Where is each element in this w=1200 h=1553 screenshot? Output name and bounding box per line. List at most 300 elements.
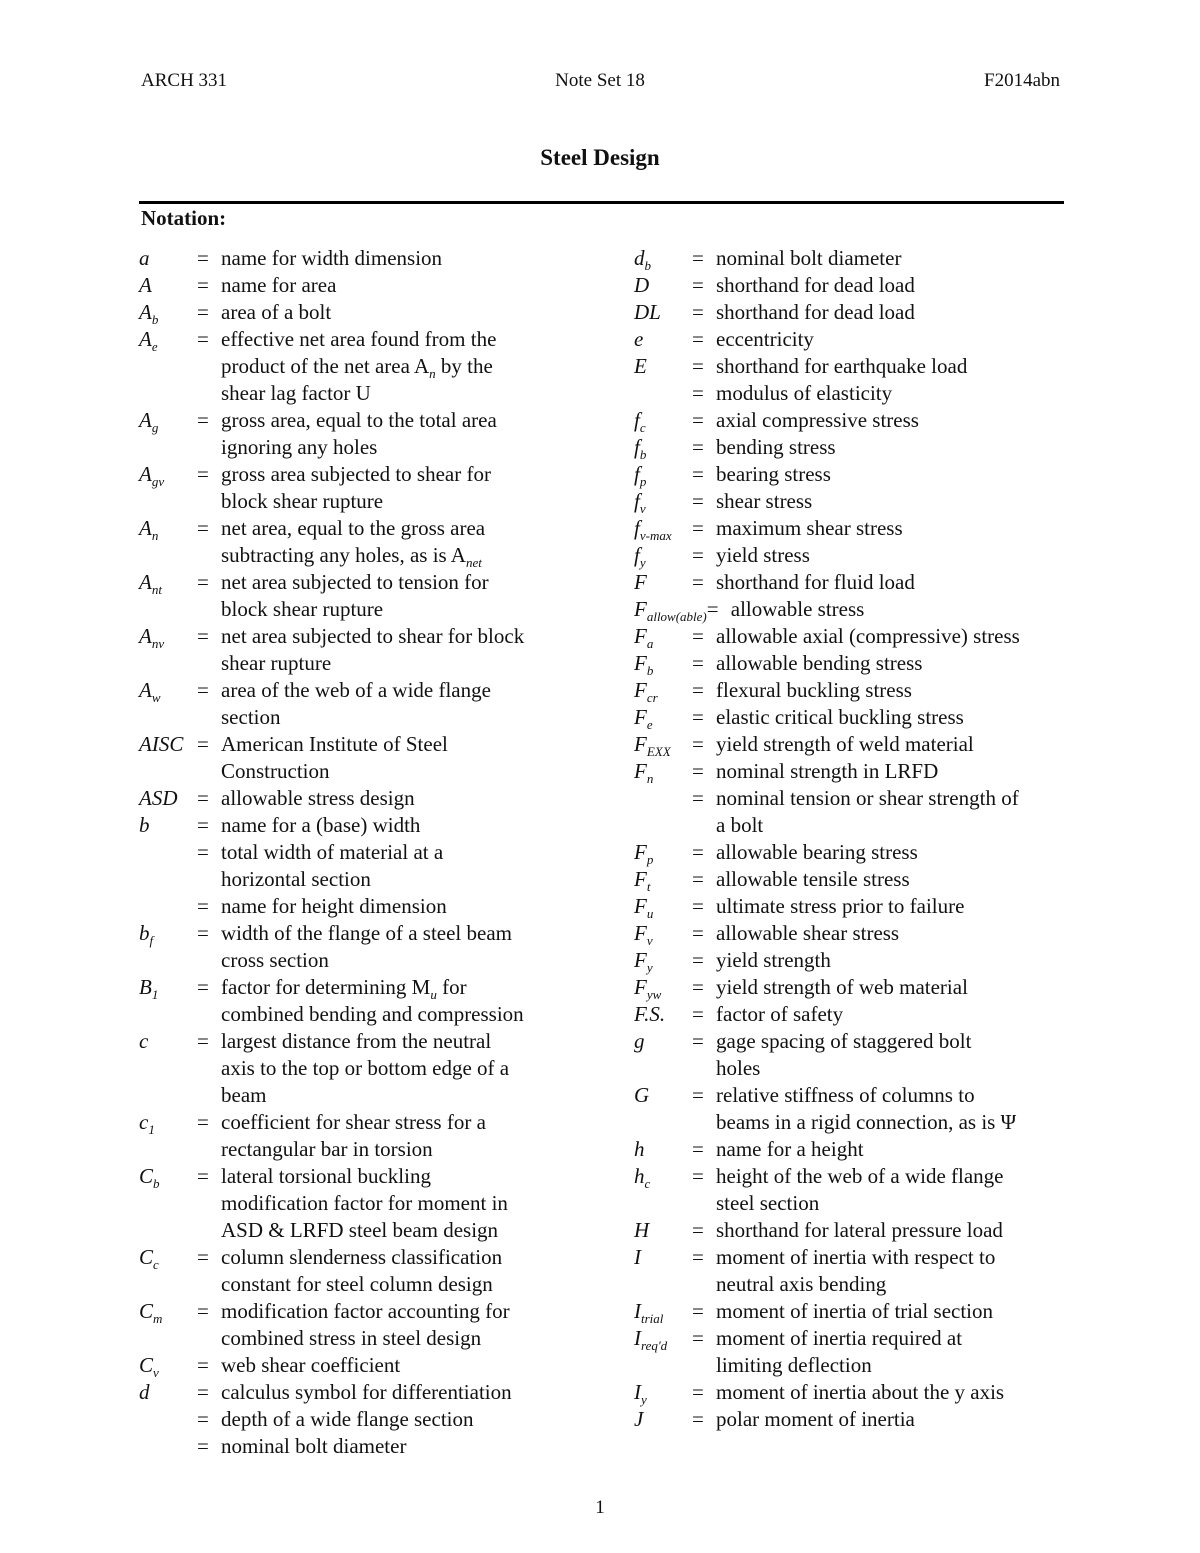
definition-text: elastic critical buckling stress [716,705,964,729]
equals-sign: = [692,651,704,675]
notation-row [634,947,1074,974]
notation-definition [221,1298,579,1325]
symbol-base: A [139,273,152,297]
notation-definition [716,1217,1074,1244]
equals-sign: = [197,624,209,648]
equals-sign: = [692,1083,704,1107]
equals-sign: = [692,705,704,729]
notation-row [139,434,579,461]
notation-row [139,812,579,839]
notation-definition [221,299,579,326]
header-note-set: Note Set 18 [555,70,645,91]
definition-text: yield strength of weld material [716,732,974,756]
notation-definition [221,758,579,785]
notation-symbol [139,623,197,650]
definition-text: subtracting any holes, as is A [221,543,466,567]
notation-symbol [634,1379,692,1406]
symbol-subscript: e [646,717,653,732]
definition-text: moment of inertia of trial section [716,1299,993,1323]
symbol-subscript: b [151,312,159,327]
notation-row [139,704,579,731]
equals-sign: = [197,1434,209,1458]
notation-row [634,1001,1074,1028]
notation-definition [716,866,1074,893]
notation-row [139,1298,579,1325]
notation-row [634,407,1074,434]
notation-row [634,623,1074,650]
equals-sign: = [692,1380,704,1404]
notation-symbol [634,974,692,1001]
equals-sign: = [197,273,209,297]
symbol-subscript: EXX [646,744,671,759]
notation-row [139,407,579,434]
notation-row [139,839,579,866]
definition-subscript: u [430,987,437,1002]
notation-definition [221,1082,579,1109]
equals-sign: = [692,894,704,918]
symbol-base: e [634,327,644,351]
definition-text: column slenderness classification [221,1245,503,1269]
symbol-base: C [139,1353,154,1377]
definition-text: product of the net area A [221,354,430,378]
equals-sign: = [706,597,719,621]
equals-sign: = [692,867,704,891]
notation-definition [716,326,1074,353]
definition-text: moment of inertia about the y axis [716,1380,1005,1404]
definition-text: moment of inertia with respect to [716,1245,996,1269]
symbol-base: b [139,813,150,837]
notation-definition [221,596,579,623]
notation-row [139,758,579,785]
equals-sign: = [197,1164,209,1188]
definition-text: section [221,705,281,729]
definition-text: shorthand for lateral pressure load [716,1218,1003,1242]
definition-text: shorthand for dead load [716,300,915,324]
notation-definition [731,596,1074,623]
notation-row [139,1109,579,1136]
symbol-base: D [634,273,650,297]
definition-text: depth of a wide flange section [221,1407,474,1431]
notation-definition [716,1109,1074,1136]
definition-text: net area, equal to the gross area [221,516,486,540]
equals-sign: = [692,273,704,297]
equals-sign: = [197,813,209,837]
notation-definition [716,677,1074,704]
symbol-base: d [634,246,645,270]
notation-symbol [634,245,692,272]
notation-definition [221,1379,579,1406]
notation-row [634,893,1074,920]
notation-definition [221,380,579,407]
notation-symbol [634,758,692,785]
notation-row [139,1433,579,1460]
symbol-subscript: b [639,447,647,462]
notation-row [139,1325,579,1352]
definition-text: gross area subjected to shear for [221,462,491,486]
definition-text: total width of material at a [221,840,444,864]
notation-symbol [634,677,692,704]
definition-text: ASD & LRFD steel beam design [221,1218,499,1242]
notation-definition [716,245,1074,272]
notation-definition [716,1325,1074,1352]
notation-row [139,245,579,272]
symbol-base: F [634,705,647,729]
notation-row [139,1190,579,1217]
equals-sign: = [197,516,209,540]
symbol-subscript: b [153,1176,160,1191]
definition-text: American Institute of Steel [221,732,448,756]
notation-definition [221,974,579,1001]
definition-text: combined stress in steel design [221,1326,482,1350]
equals-sign: = [692,327,704,351]
notation-row [634,650,1074,677]
symbol-base: F [634,570,647,594]
notation-symbol [634,434,692,461]
notation-definition [716,515,1074,542]
symbol-base: f [634,489,640,513]
symbol-base: I [634,1245,641,1269]
definition-text: limiting deflection [716,1353,872,1377]
notation-definition [221,1244,579,1271]
notation-row [139,326,579,353]
definition-text: axis to the top or bottom edge of a [221,1056,510,1080]
symbol-subscript: nv [151,636,165,651]
notation-row [634,974,1074,1001]
notation-symbol [634,596,707,623]
equals-sign: = [692,1164,704,1188]
notation-row [634,839,1074,866]
equals-sign: = [197,462,209,486]
notation-symbol [634,569,692,596]
notation-definition [716,353,1074,380]
definition-subscript: net [465,555,482,570]
notation-row [634,920,1074,947]
symbol-base: b [139,921,150,945]
definition-text: holes [716,1056,761,1080]
definition-text: height of the web of a wide flange [716,1164,1004,1188]
equals-sign: = [692,921,704,945]
symbol-subscript: y [639,555,646,570]
notation-definition [221,515,579,542]
notation-row [634,353,1074,380]
notation-symbol [634,488,692,515]
notation-symbol [139,299,197,326]
symbol-subscript: v [153,1365,159,1380]
notation-definition [221,1001,579,1028]
equals-sign: = [197,300,209,324]
notation-symbol [139,515,197,542]
definition-text: allowable tensile stress [716,867,910,891]
definition-text: lateral torsional buckling [221,1164,431,1188]
definition-text: largest distance from the neutral [221,1029,492,1053]
definition-text: Construction [221,759,330,783]
notation-symbol [634,461,692,488]
notation-row [634,1325,1074,1352]
symbol-base: A [139,408,152,432]
symbol-subscript: m [153,1311,163,1326]
notation-row [139,299,579,326]
notation-definition [716,1163,1074,1190]
definition-text: name for height dimension [221,894,447,918]
notation-row [139,1406,579,1433]
notation-symbol [634,353,692,380]
notation-symbol [139,245,197,272]
notation-symbol [634,650,692,677]
notation-definition [221,569,579,596]
equals-sign: = [197,894,209,918]
symbol-subscript: cr [646,690,658,705]
equals-sign: = [692,975,704,999]
definition-text: beam [221,1083,267,1107]
symbol-base: f [634,435,640,459]
notation-definition [716,974,1074,1001]
equals-sign: = [692,759,704,783]
notation-row [634,1190,1074,1217]
equals-sign: = [197,1029,209,1053]
definition-text: name for area [221,273,337,297]
equals-sign: = [197,840,209,864]
symbol-base: A [139,327,152,351]
notation-definition [716,569,1074,596]
notation-definition [221,731,579,758]
symbol-subscript: u [646,906,654,921]
symbol-subscript: allow(able) [646,609,707,624]
definition-text: shorthand for fluid load [716,570,915,594]
notation-symbol [139,326,197,353]
notation-definition [716,1352,1074,1379]
notation-definition [221,1190,579,1217]
notation-row [139,1136,579,1163]
equals-sign: = [197,1299,209,1323]
notation-list-right [634,245,1074,1433]
equals-sign: = [197,570,209,594]
notation-definition [716,299,1074,326]
equals-sign: = [692,840,704,864]
notation-definition [716,731,1074,758]
notation-symbol [139,677,197,704]
notation-row [634,461,1074,488]
symbol-subscript: n [151,528,159,543]
notation-row [634,434,1074,461]
symbol-base: J [634,1407,644,1431]
symbol-base: A [139,516,152,540]
symbol-base: F [634,651,647,675]
definition-text: allowable shear stress [716,921,900,945]
notation-definition [716,1082,1074,1109]
notation-definition [716,839,1074,866]
definition-text: shorthand for earthquake load [716,354,968,378]
notation-row [139,380,579,407]
definition-text: gross area, equal to the total area [221,408,497,432]
symbol-base: A [139,570,152,594]
notation-row [634,326,1074,353]
notation-row [139,947,579,974]
symbol-base: I [634,1326,641,1350]
equals-sign: = [692,678,704,702]
notation-definition [221,785,579,812]
notation-row [139,515,579,542]
notation-row [634,1244,1074,1271]
definition-text: rectangular bar in torsion [221,1137,433,1161]
definition-text: allowable stress design [221,786,415,810]
notation-symbol [139,1298,197,1325]
notation-symbol [139,407,197,434]
definition-text: ignoring any holes [221,435,378,459]
notation-definition [221,650,579,677]
notation-definition [221,245,579,272]
equals-sign: = [692,1137,704,1161]
notation-definition [221,1352,579,1379]
equals-sign: = [197,327,209,351]
notation-row [634,1136,1074,1163]
notation-symbol [634,1136,692,1163]
header-course: ARCH 331 [141,70,228,91]
equals-sign: = [692,354,704,378]
symbol-base: c [139,1029,149,1053]
notation-definition [221,272,579,299]
equals-sign: = [692,300,704,324]
notation-symbol [634,1163,692,1190]
definition-text: allowable axial (compressive) stress [716,624,1020,648]
definition-text: area of a bolt [221,300,332,324]
symbol-subscript: v [639,501,646,516]
notation-definition [716,1055,1074,1082]
definition-text: polar moment of inertia [716,1407,915,1431]
symbol-base: ASD [139,786,178,810]
symbol-base: f [634,543,640,567]
definition-text: area of the web of a wide flange [221,678,491,702]
symbol-base: F [634,948,647,972]
notation-row [139,1217,579,1244]
symbol-subscript: v [646,933,653,948]
definition-text: coefficient for shear stress for a [221,1110,486,1134]
symbol-base: a [139,246,150,270]
notation-row [139,569,579,596]
symbol-subscript: n [646,771,654,786]
notation-row [634,515,1074,542]
notation-definition [221,677,579,704]
definition-text: yield stress [716,543,810,567]
notation-definition [221,488,579,515]
notation-row [139,596,579,623]
notation-definition [221,1406,579,1433]
definition-text: gage spacing of staggered bolt [716,1029,972,1053]
notation-row [634,1406,1074,1433]
equals-sign: = [197,1245,209,1269]
equals-sign: = [197,678,209,702]
symbol-subscript: p [646,852,654,867]
notation-row [634,677,1074,704]
equals-sign: = [197,1407,209,1431]
definition-text: constant for steel column design [221,1272,493,1296]
notation-definition [716,380,1074,407]
notation-definition [716,407,1074,434]
notation-symbol [634,326,692,353]
equals-sign: = [692,1326,704,1350]
definition-text: nominal tension or shear strength of [716,786,1019,810]
definition-text: beams in a rigid connection, as is Ψ [716,1110,1017,1134]
symbol-base: F [634,732,647,756]
notation-symbol [139,1244,197,1271]
symbol-subscript: c [639,420,646,435]
symbol-base: DL [634,300,661,324]
notation-row [634,299,1074,326]
notation-row [139,1028,579,1055]
symbol-base: F.S. [634,1002,666,1026]
equals-sign: = [197,786,209,810]
notation-symbol [139,461,197,488]
symbol-subscript: c [153,1257,159,1272]
symbol-base: A [139,300,152,324]
notation-row [634,758,1074,785]
symbol-base: C [139,1245,154,1269]
equals-sign: = [692,462,704,486]
definition-text: neutral axis bending [716,1272,887,1296]
definition-text: name for a (base) width [221,813,421,837]
notation-definition [221,947,579,974]
notation-definition [716,1190,1074,1217]
definition-text: horizontal section [221,867,371,891]
notation-definition [221,353,579,380]
notation-definition [221,1028,579,1055]
definition-text: name for a height [716,1137,864,1161]
definition-text: maximum shear stress [716,516,903,540]
equals-sign: = [692,786,704,810]
notation-symbol [139,569,197,596]
definition-text: yield strength of web material [716,975,968,999]
symbol-subscript: w [151,690,161,705]
definition-subscript: n [429,366,436,381]
notation-symbol [139,272,197,299]
definition-text: steel section [716,1191,820,1215]
notation-row [634,704,1074,731]
notation-definition [716,785,1074,812]
notation-symbol [634,1028,692,1055]
notation-row [139,1082,579,1109]
notation-symbol [634,893,692,920]
notation-symbol [634,866,692,893]
equals-sign: = [197,1380,209,1404]
notation-symbol [139,920,197,947]
notation-definition [221,1217,579,1244]
equals-sign: = [197,408,209,432]
symbol-base: c [139,1110,149,1134]
definition-text: web shear coefficient [221,1353,401,1377]
notation-definition [716,1001,1074,1028]
symbol-subscript: nt [151,582,162,597]
symbol-subscript: p [639,474,647,489]
notation-row [139,623,579,650]
notation-symbol [634,407,692,434]
definition-text: combined bending and compression [221,1002,524,1026]
notation-symbol [634,839,692,866]
notation-row [139,353,579,380]
definition-text: allowable stress [730,597,865,621]
notation-row [634,245,1074,272]
notation-row [139,1271,579,1298]
notation-symbol [634,542,692,569]
notation-row [139,920,579,947]
definition-text: ultimate stress prior to failure [716,894,965,918]
equals-sign: = [692,246,704,270]
symbol-base: I [634,1299,641,1323]
equals-sign: = [197,975,209,999]
notation-symbol [634,1244,692,1271]
notation-row [139,461,579,488]
notation-definition [221,326,579,353]
symbol-base: C [139,1299,154,1323]
symbol-base: F [634,759,647,783]
